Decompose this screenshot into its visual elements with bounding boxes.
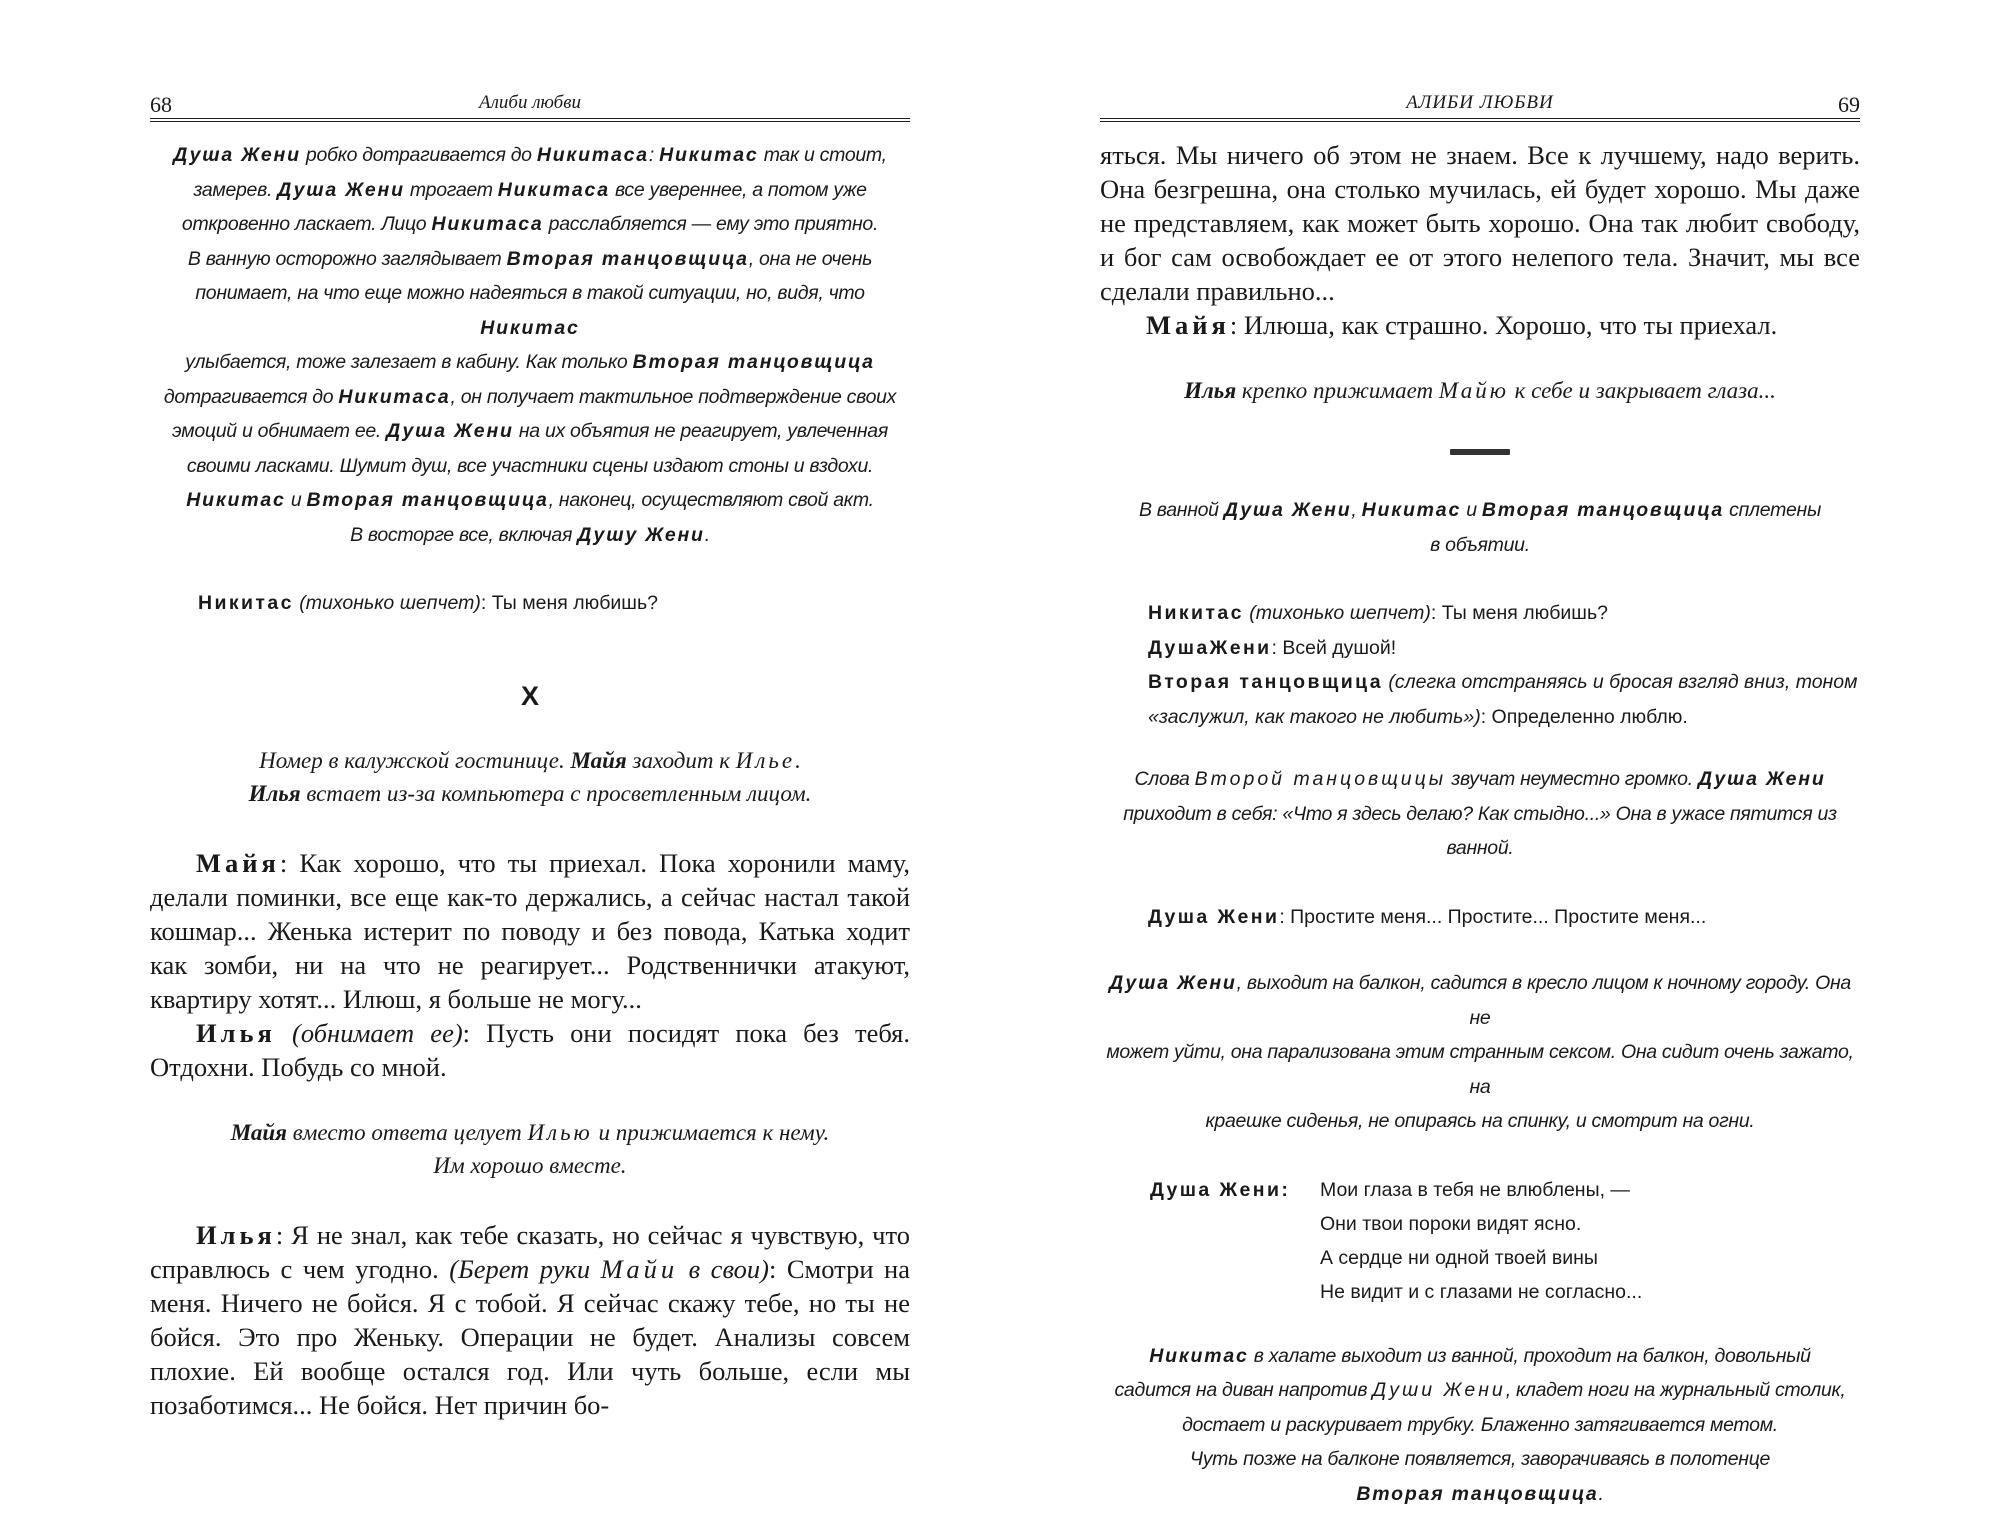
speaker-name: Майя — [196, 847, 280, 878]
text-segment: может уйти, она парализована этим странным сексом. Она сидит очень зажато, на — [1106, 1041, 1854, 1098]
stage-direction — [1100, 374, 1860, 407]
text-segment: эмоций и обнимает ее. — [172, 420, 387, 442]
text-segment: сплетены — [1724, 499, 1822, 521]
character-name: Никитаса — [536, 144, 649, 166]
text-line — [1100, 528, 1860, 563]
character-name: Майю — [1438, 378, 1509, 403]
speaker-name: Илья — [196, 1017, 276, 1048]
text-segment: так и стоит, — [758, 144, 887, 166]
text-segment: : — [648, 144, 660, 166]
text-segment: приходит в себя: «Что я здесь делаю? Как стыдно...» Она в ужасе пятится из ванной. — [1123, 802, 1837, 859]
poem-line: Не видит и с глазами не согласно... — [1320, 1280, 1643, 1303]
text-line — [150, 1116, 910, 1149]
text-segment: трогает — [404, 178, 498, 201]
character-name: Никитаса — [431, 213, 544, 235]
text-segment: крепко прижимает — [1236, 378, 1439, 403]
stage-direction — [150, 1116, 910, 1182]
text-segment: достает и раскуривает трубку. Блаженно затягивается метом. — [1182, 1413, 1778, 1436]
text-segment: Чуть позже на балконе появляется, заворачиваясь в полотенце — [1189, 1448, 1771, 1470]
right-page — [1100, 0, 1860, 1526]
text-segment: и — [1461, 499, 1482, 521]
character-name: Никитас — [659, 144, 759, 166]
text-segment: , — [1351, 499, 1362, 521]
page-number: 68 — [150, 92, 172, 117]
right-page-content — [1100, 138, 1860, 1511]
dialogue-paragraph — [150, 846, 910, 1016]
text-line — [150, 138, 910, 173]
speaker-colon: : — [1281, 1178, 1291, 1201]
character-name: Вторая танцовщица — [632, 351, 875, 373]
character-name: Никитаса — [497, 178, 610, 201]
scene-setting — [150, 744, 910, 810]
text-line — [150, 744, 910, 777]
line-text: : Всей душой! — [1271, 636, 1397, 659]
text-segment: и — [285, 489, 307, 511]
character-name: Душу Жени — [577, 523, 705, 546]
text-segment: в халате выходит из ванной, проходит на балкон, довольный — [1248, 1344, 1811, 1367]
dialogue-paragraph — [150, 1016, 910, 1084]
text-line — [1100, 1442, 1860, 1477]
page-number: 69 — [1838, 92, 1860, 117]
stage-direction — [1100, 493, 1860, 562]
character-name: Никитас — [1149, 1344, 1249, 1367]
text-segment: , наконец, осуществляют свой акт. — [548, 489, 874, 511]
character-name: Души Жени — [1372, 1379, 1506, 1401]
line-text: : Ты меня любишь? — [1430, 602, 1608, 624]
text-segment: встает из-за компьютера с просветленным лицом. — [300, 780, 812, 806]
character-name: Вторая танцовщица — [306, 489, 549, 511]
poem-line: Мои глаза в тебя не влюблены, — — [1320, 1178, 1630, 1201]
text-segment: . — [1598, 1482, 1604, 1505]
dialogue-paragraph — [1100, 308, 1860, 342]
text-line — [150, 207, 910, 242]
stage-aside-name: Майи — [600, 1253, 679, 1284]
character-name: Никитас — [1361, 499, 1462, 521]
text-segment: и прижимается к нему. — [592, 1119, 830, 1145]
line-text: : Определенно люблю. — [1480, 705, 1688, 728]
character-name: Никитас — [480, 316, 580, 339]
line-text: : Как хорошо, что ты приехал. Пока хоронили маму, делали поминки, все еще как-то держались, а сейчас настал такой кошмар... Женька истерит по поводу и без повода, Катька ходит как зомби, ни на что не реагирует... Родственнички атакуют, квартиру хотят... Илюш, я больше не могу... — [150, 847, 910, 1014]
header-rule — [1100, 118, 1860, 122]
text-line — [150, 276, 910, 345]
text-line — [1100, 1373, 1860, 1408]
text-segment: . — [795, 747, 801, 773]
text-segment: своими ласками. Шумит душ, все участники сцены издают стоны и вздохи. — [186, 454, 874, 477]
text-line — [150, 518, 910, 553]
text-line — [150, 1149, 910, 1182]
character-name: Душа Жени — [1223, 499, 1352, 521]
text-segment: улыбается, тоже залезает в кабину. Как только — [185, 351, 633, 373]
text-line — [150, 777, 910, 810]
text-line — [1100, 762, 1860, 797]
stage-direction — [1100, 762, 1860, 866]
text-segment: В ванной — [1138, 499, 1224, 521]
line-text: : Смотри на меня. Ничего не бойся. Я с тобой. Я сейчас скажу тебе, но ты не бойся. Это про Женьку. Операции не будет. Анализы совсем плохие. Ей вообще остался год. Или чуть больше, если мы позаботимся... Не бойся. Нет причин бо- — [150, 1253, 910, 1420]
dialogue-line — [1100, 900, 1860, 935]
text-segment: В ванную осторожно заглядывает — [187, 247, 507, 270]
dialogue-line — [1148, 631, 1860, 666]
speaker-label: Душа Жени — [1150, 1178, 1282, 1201]
character-name: Вторая танцовщица — [506, 247, 749, 270]
stage-direction — [1100, 966, 1860, 1139]
left-page-content — [150, 138, 910, 1422]
speaker-name: Никитас — [198, 592, 294, 614]
speaker-name: Никитас — [1148, 602, 1244, 624]
dialogue-line — [1148, 665, 1860, 734]
stage-direction — [1100, 1339, 1860, 1512]
text-line — [1100, 1477, 1860, 1512]
scene-separator — [1450, 449, 1510, 455]
text-segment: к себе и закрывает глаза... — [1508, 378, 1776, 403]
poem-block — [1100, 1173, 1860, 1309]
text-line — [150, 483, 910, 518]
character-name: Душа Жени — [1109, 972, 1237, 994]
text-segment: откровенно ласкает. Лицо — [181, 213, 432, 235]
text-segment: Слова — [1134, 768, 1195, 790]
text-segment: , он получает тактильное подтверждение своих — [450, 385, 897, 408]
left-page-header — [150, 88, 910, 122]
text-segment: расслабляется — ему это приятно. — [543, 213, 879, 235]
text-line — [150, 449, 910, 484]
text-segment: дотрагивается до — [163, 385, 339, 408]
text-segment: все увереннее, а потом уже — [609, 178, 867, 201]
continued-paragraph: яться. Мы ничего об этом не знаем. Все к лучшему, надо верить. Она безгрешна, она столько мучилась, ей будет хорошо. Мы даже не представляем, как может быть хорошо. Она так любит свободу, и бог сам освобождает ее от этого нелепого тела. Значит, мы все сделали правильно... — [1100, 140, 1860, 306]
text-line — [1100, 1408, 1860, 1443]
dialogue-line — [150, 586, 910, 621]
text-segment: на их объятия не реагирует, увлеченная — [513, 420, 888, 442]
character-name: Душа Жени — [277, 178, 405, 201]
character-name: Вторая танцовщица — [1481, 499, 1725, 521]
line-text: : Я не знал, как тебе сказать, но сейчас я чувствую, что справлюсь с чем угодно. — [150, 1219, 910, 1284]
character-name: Никитаса — [338, 385, 451, 408]
character-name: Душа Жени — [1697, 768, 1826, 790]
dialogue-block — [1100, 596, 1860, 734]
stage-direction — [150, 138, 910, 552]
stage-aside: (Берет руки — [449, 1253, 601, 1284]
text-line — [1100, 1339, 1860, 1374]
character-name: Душа Жени — [386, 420, 514, 442]
text-segment: звучат неуместно громко. — [1446, 768, 1698, 790]
character-name: Илья — [248, 780, 301, 806]
running-title: Алиби любви — [479, 92, 581, 113]
text-segment: садится на диван напротив — [1114, 1379, 1373, 1401]
speaker-name: ДушаЖени — [1148, 636, 1272, 659]
text-segment: Номер в калужской гостинице. — [259, 747, 571, 773]
text-line — [1100, 374, 1860, 407]
stage-aside: (тихонько шепчет) — [293, 592, 481, 614]
stage-aside: (слегка отстраняясь и бросая взгляд вниз, тоном «заслужил, как такого не любить») — [1148, 671, 1858, 728]
text-segment: краешке сиденья, не опираясь на спинку, и смотрит на огни. — [1205, 1110, 1755, 1132]
left-page — [150, 0, 910, 1526]
text-line — [150, 414, 910, 449]
text-line — [1100, 797, 1860, 866]
text-segment: вместо ответа целует — [287, 1119, 528, 1145]
speaker-name: Илья — [196, 1219, 276, 1250]
text-segment: . — [704, 523, 710, 546]
poem-lines — [1320, 1173, 1642, 1309]
character-name: Вторая танцовщица — [1356, 1482, 1599, 1505]
text-segment: заходит к — [626, 747, 736, 773]
poem-line: А сердце ни одной твоей вины — [1320, 1246, 1598, 1269]
text-line — [150, 173, 910, 208]
right-page-header — [1100, 88, 1860, 122]
speaker-name — [1150, 1173, 1320, 1207]
poem-line: Они твои пороки видят ясно. — [1320, 1212, 1582, 1235]
text-segment: в объятии. — [1430, 533, 1530, 556]
line-text: : Илюша, как страшно. Хорошо, что ты приехал. — [1229, 310, 1778, 340]
text-segment: , кладет ноги на журнальный столик, — [1505, 1379, 1846, 1401]
character-name: Илье — [735, 747, 796, 773]
line-text: : Пусть они посидят пока без тебя. Отдохни. Побудь со мной. — [150, 1017, 910, 1082]
text-segment: робко дотрагивается до — [300, 144, 537, 166]
text-line — [150, 345, 910, 380]
stage-aside: (обнимает ее) — [275, 1017, 463, 1048]
act-heading: X — [520, 680, 539, 711]
character-name: Душа Жени — [173, 144, 301, 166]
speaker-name: Душа Жени — [1148, 905, 1280, 928]
speaker-name: Майя — [1146, 310, 1230, 340]
text-segment: В восторге все, включая — [350, 523, 578, 546]
line-text: : Простите меня... Простите... Простите меня... — [1279, 905, 1707, 928]
text-segment: замерев. — [193, 178, 278, 201]
character-name: Никитас — [186, 489, 286, 511]
text-segment: , выходит на балкон, садится в кресло лицом к ночному городу. Она не — [1236, 972, 1851, 1029]
character-name: Майя — [230, 1119, 287, 1145]
stage-aside: в свои) — [678, 1253, 769, 1284]
character-name: Второй танцовщицы — [1194, 768, 1447, 790]
dialogue-paragraph — [150, 1218, 910, 1422]
text-line — [1100, 1104, 1860, 1139]
stage-aside: (тихонько шепчет) — [1243, 602, 1431, 624]
text-line — [1100, 966, 1860, 1035]
text-segment: понимает, на что еще можно надеяться в такой ситуации, но, видя, что — [195, 282, 865, 304]
character-name: Илью — [527, 1119, 593, 1145]
running-title: АЛИБИ ЛЮБВИ — [1406, 92, 1554, 113]
speaker-name: Вторая танцовщица — [1148, 671, 1383, 693]
character-name: Майя — [570, 747, 627, 773]
text-line — [1100, 1035, 1860, 1104]
text-line — [150, 380, 910, 415]
text-segment: , она не очень — [748, 247, 873, 270]
dialogue-line — [1148, 596, 1860, 631]
text-line — [150, 242, 910, 277]
text-line — [1100, 493, 1860, 528]
line-text: : Ты меня любишь? — [480, 592, 658, 614]
header-rule — [150, 118, 910, 122]
character-name: Илья — [1184, 378, 1237, 403]
text-segment: Им хорошо вместе. — [433, 1152, 627, 1178]
